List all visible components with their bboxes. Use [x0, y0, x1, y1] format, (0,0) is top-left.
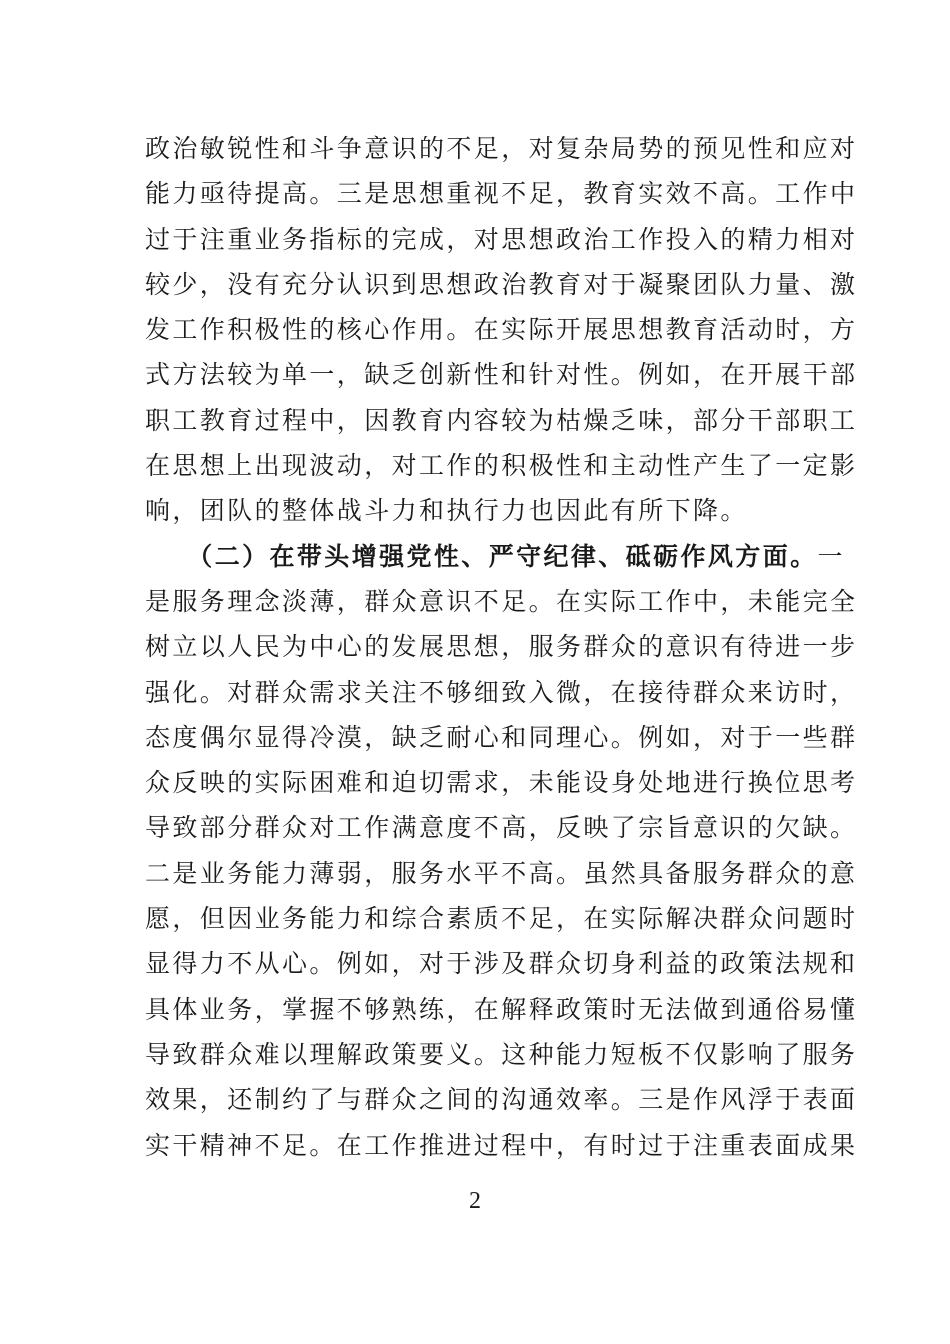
- text-line-14: 态度偶尔显得冷漠，缺乏耐心和同理心。例如，对于一些群: [145, 722, 858, 752]
- text-line-23: 实干精神不足。在工作推进过程中，有时过于注重表面成果: [145, 1130, 858, 1160]
- text-line-22: 效果，还制约了与群众之间的沟通效率。三是作风浮于表面: [145, 1085, 858, 1115]
- text-line-5: 发工作积极性的核心作用。在实际开展思想教育活动时，方: [145, 315, 858, 345]
- text-line-4: 较少，没有充分认识到思想政治教育对于凝聚团队力量、激: [145, 269, 858, 299]
- text-line-3: 过于注重业务指标的完成，对思想政治工作投入的精力相对: [145, 224, 858, 254]
- section-heading: （二）在带头增强党性、严守纪律、砥砺作风方面。: [145, 541, 818, 571]
- text-line-20: 具体业务，掌握不够熟练，在解释政策时无法做到通俗易懂: [145, 994, 858, 1024]
- text-line-17: 二是业务能力薄弱，服务水平不高。虽然具备服务群众的意: [145, 858, 858, 888]
- text-line-19: 显得力不从心。例如，对于涉及群众切身利益的政策法规和: [145, 949, 858, 979]
- text-line-11: 是服务理念淡薄，群众意识不足。在实际工作中，未能完全: [145, 586, 858, 616]
- section-heading-line: [145, 534, 845, 579]
- text-line-2: 能力亟待提高。三是思想重视不足，教育实效不高。工作中: [145, 179, 858, 209]
- text-line-9: 响，团队的整体战斗力和执行力也因此有所下降。: [145, 496, 748, 526]
- text-line-18: 愿，但因业务能力和综合素质不足，在实际解决群众问题时: [145, 904, 858, 934]
- text-line-1: 政治敏锐性和斗争意识的不足，对复杂局势的预见性和应对: [145, 134, 858, 163]
- heading-trailing-text: 一: [817, 541, 845, 571]
- text-line-6: 式方法较为单一，缺乏创新性和针对性。例如，在开展干部: [145, 360, 858, 390]
- page-number: 2: [469, 1188, 481, 1214]
- text-line-8: 在思想上出现波动，对工作的积极性和主动性产生了一定影: [145, 451, 858, 481]
- text-line-12: 树立以人民为中心的发展思想，服务群众的意识有待进一步: [145, 632, 858, 662]
- text-line-15: 众反映的实际困难和迫切需求，未能设身处地进行换位思考: [145, 768, 858, 798]
- text-line-7: 职工教育过程中，因教育内容较为枯燥乏味，部分干部职工: [145, 405, 858, 435]
- text-line-21: 导致群众难以理解政策要义。这种能力短板不仅影响了服务: [145, 1039, 858, 1069]
- text-line-13: 强化。对群众需求关注不够细致入微，在接待群众来访时，: [145, 677, 858, 707]
- text-line-16: 导致部分群众对工作满意度不高，反映了宗旨意识的欠缺。: [145, 813, 858, 843]
- body-text: [145, 126, 858, 1168]
